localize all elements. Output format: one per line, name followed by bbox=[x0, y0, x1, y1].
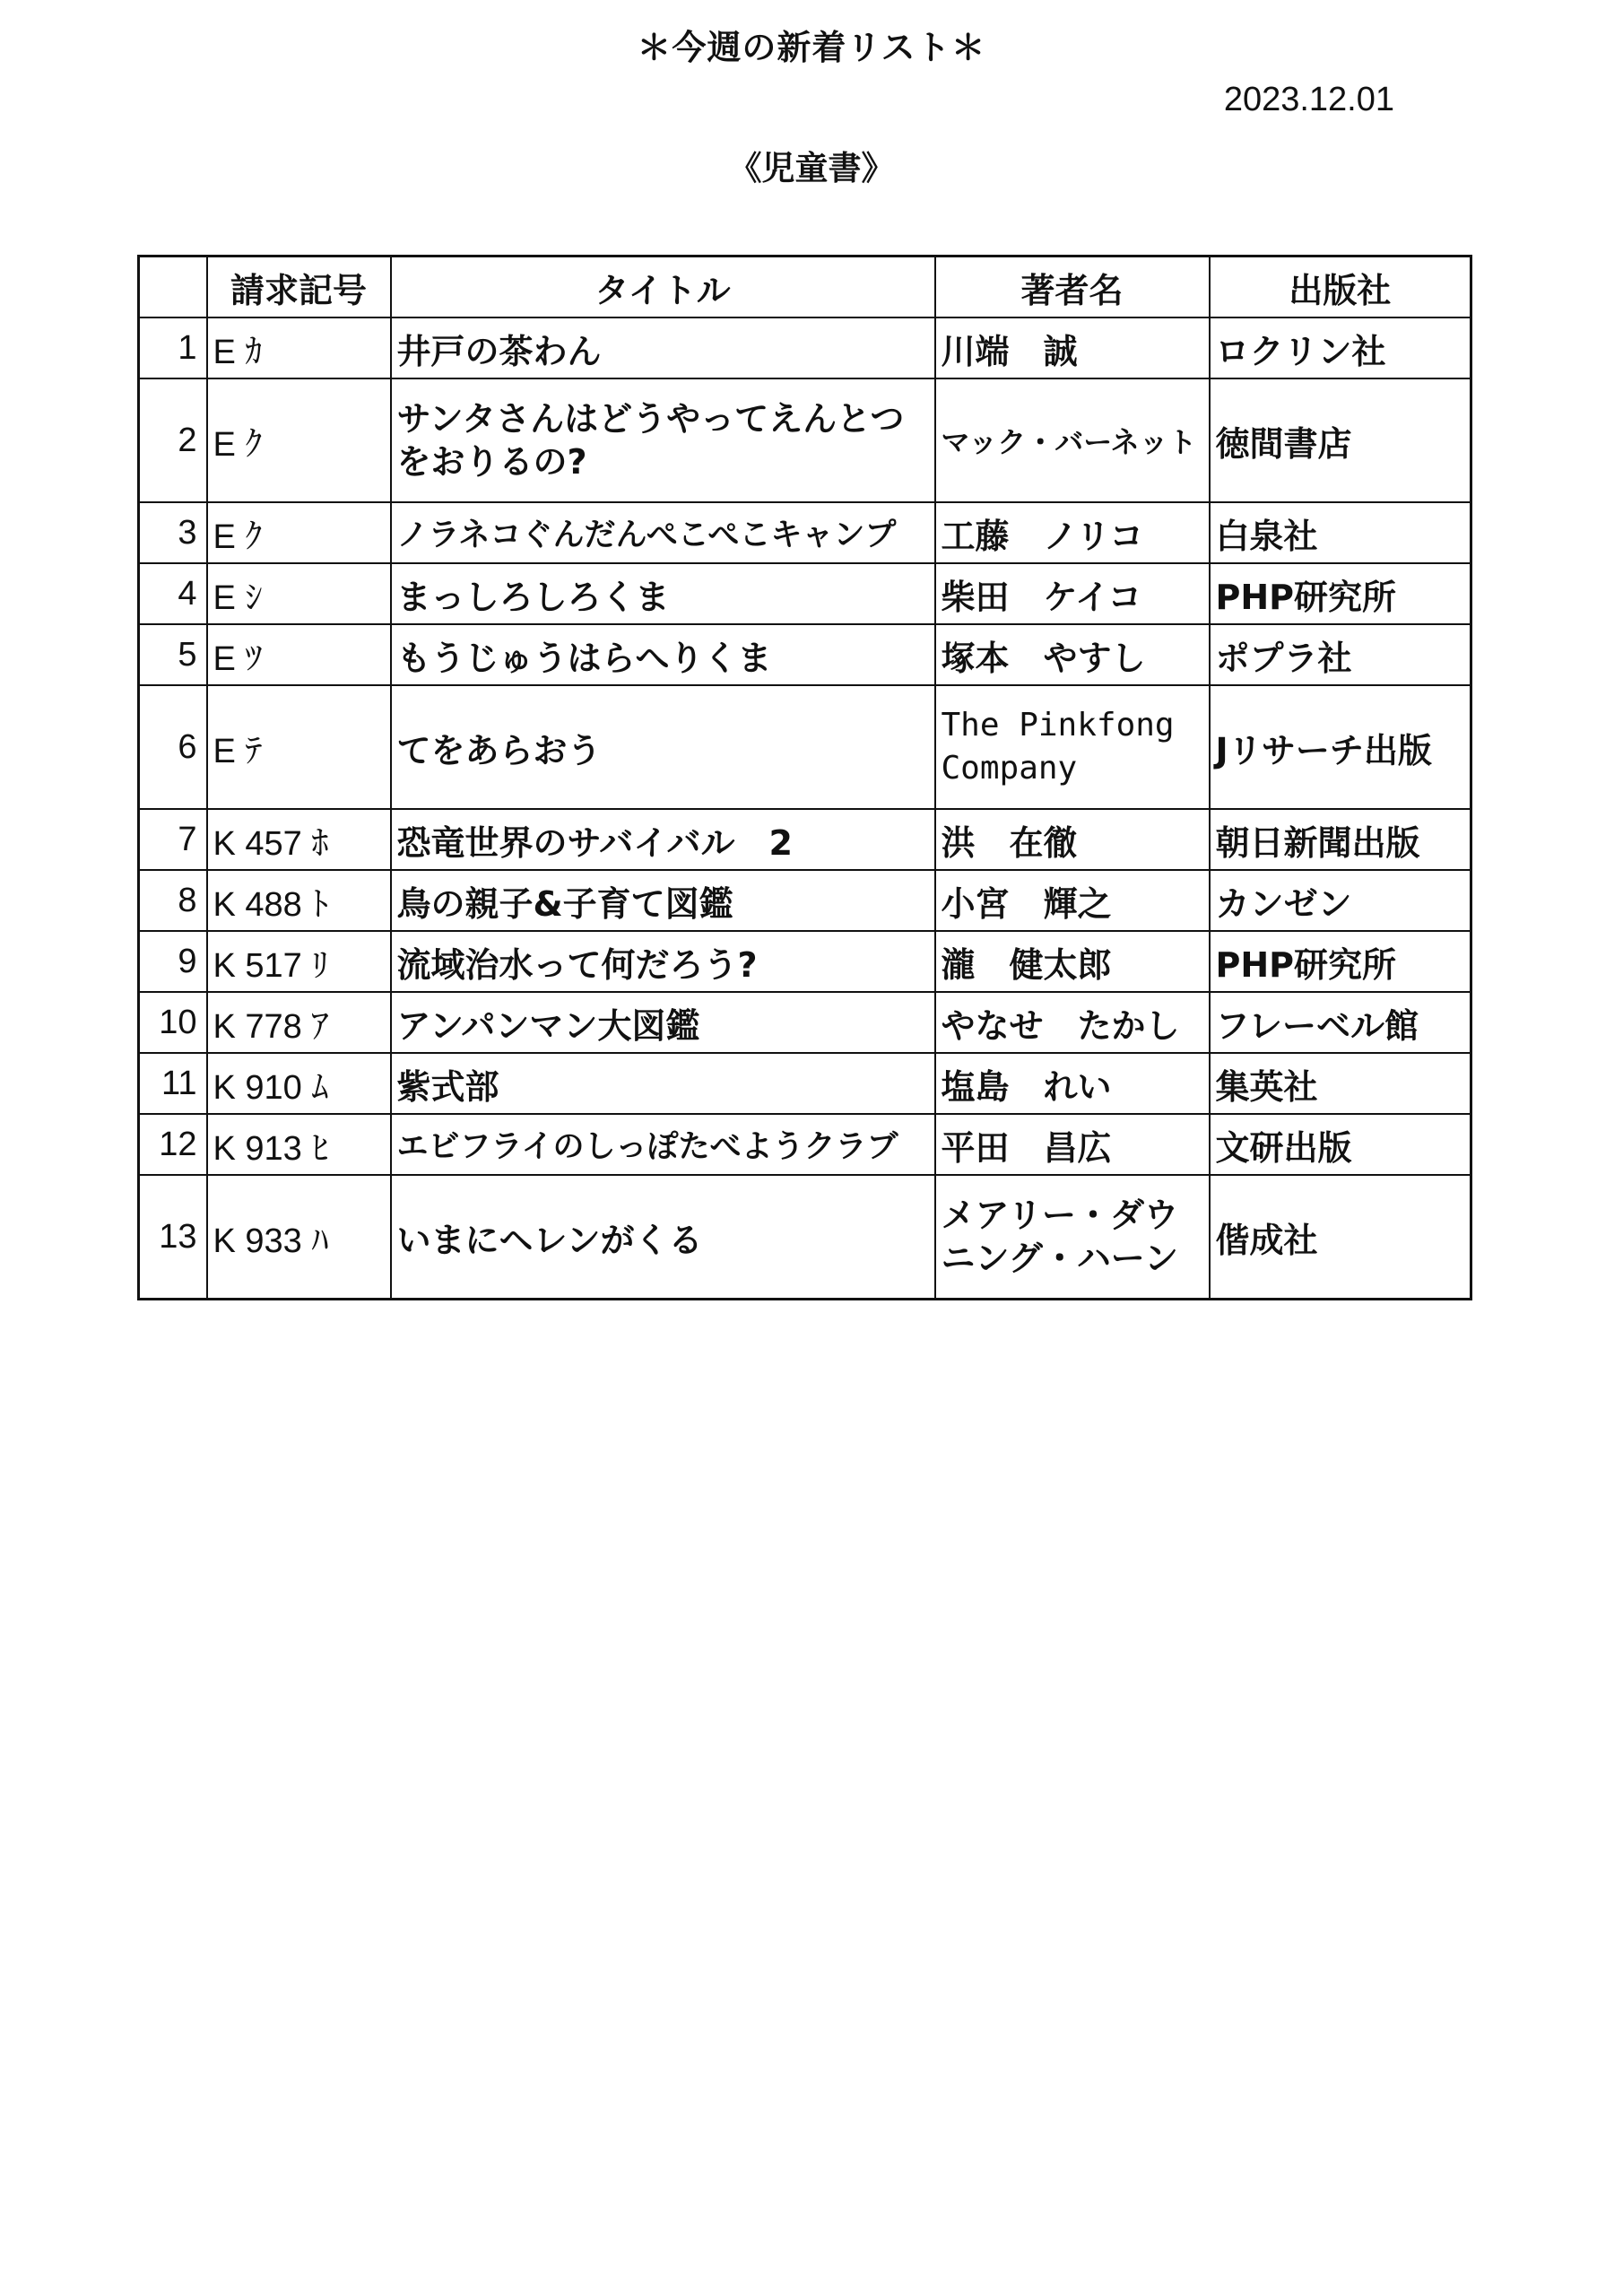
book-title: てをあらおう bbox=[391, 685, 935, 809]
row-number: 6 bbox=[139, 685, 207, 809]
book-author: 平田 昌広 bbox=[935, 1114, 1210, 1175]
book-author: マック・バーネット bbox=[935, 378, 1210, 502]
table-row bbox=[139, 1175, 1471, 1300]
table-row bbox=[139, 1053, 1471, 1114]
book-title: サンタさんはどうやってえんとつをおりるの? bbox=[391, 378, 935, 502]
row-number: 13 bbox=[139, 1175, 207, 1300]
table-row bbox=[139, 378, 1471, 502]
column-header-publisher: 出版社 bbox=[1210, 257, 1471, 318]
book-author: 洪 在徹 bbox=[935, 809, 1210, 870]
column-header-author: 著者名 bbox=[935, 257, 1210, 318]
table-row bbox=[139, 685, 1471, 809]
table-header-row bbox=[139, 257, 1471, 318]
table-row bbox=[139, 624, 1471, 685]
row-number: 2 bbox=[139, 378, 207, 502]
call-number: E ｶ bbox=[207, 317, 391, 378]
book-publisher: 集英社 bbox=[1210, 1053, 1471, 1114]
book-title: アンパンマン大図鑑 bbox=[391, 992, 935, 1053]
book-publisher: ポプラ社 bbox=[1210, 624, 1471, 685]
book-title: いまにヘレンがくる bbox=[391, 1175, 935, 1300]
table-row bbox=[139, 502, 1471, 563]
book-publisher: フレーベル館 bbox=[1210, 992, 1471, 1053]
row-number: 4 bbox=[139, 563, 207, 624]
book-author: 塩島 れい bbox=[935, 1053, 1210, 1114]
book-author: 川端 誠 bbox=[935, 317, 1210, 378]
call-number: K 913 ﾋ bbox=[207, 1114, 391, 1175]
table-row bbox=[139, 809, 1471, 870]
book-publisher: カンゼン bbox=[1210, 870, 1471, 931]
call-number: E ﾂ bbox=[207, 624, 391, 685]
call-number: K 457 ﾎ bbox=[207, 809, 391, 870]
book-author: 小宮 輝之 bbox=[935, 870, 1210, 931]
book-publisher: 文研出版 bbox=[1210, 1114, 1471, 1175]
book-author: 工藤 ノリコ bbox=[935, 502, 1210, 563]
call-number: K 910 ﾑ bbox=[207, 1053, 391, 1114]
book-author: The Pinkfong Company bbox=[935, 685, 1210, 809]
book-title: エビフライのしっぽたべようクラブ bbox=[391, 1114, 935, 1175]
row-number: 5 bbox=[139, 624, 207, 685]
list-date: 2023.12.01 bbox=[1223, 81, 1394, 118]
row-number: 9 bbox=[139, 931, 207, 992]
book-publisher: 偕成社 bbox=[1210, 1175, 1471, 1300]
call-number: E ｸ bbox=[207, 378, 391, 502]
row-number: 3 bbox=[139, 502, 207, 563]
book-title: ノラネコぐんだんぺこぺこキャンプ bbox=[391, 502, 935, 563]
book-publisher: 徳間書店 bbox=[1210, 378, 1471, 502]
book-author: メアリー・ダウニング・ハーン bbox=[935, 1175, 1210, 1300]
column-header-number bbox=[139, 257, 207, 318]
call-number: E ｸ bbox=[207, 502, 391, 563]
book-title: 流域治水って何だろう? bbox=[391, 931, 935, 992]
book-author: 塚本 やすし bbox=[935, 624, 1210, 685]
book-author: 柴田 ケイコ bbox=[935, 563, 1210, 624]
call-number: K 517 ﾘ bbox=[207, 931, 391, 992]
call-number: K 933 ﾊ bbox=[207, 1175, 391, 1300]
column-header-title: タイトル bbox=[391, 257, 935, 318]
new-books-table bbox=[137, 255, 1472, 1300]
row-number: 1 bbox=[139, 317, 207, 378]
row-number: 10 bbox=[139, 992, 207, 1053]
call-number: K 488 ﾄ bbox=[207, 870, 391, 931]
book-title: 紫式部 bbox=[391, 1053, 935, 1114]
book-title: まっしろしろくま bbox=[391, 563, 935, 624]
book-author: やなせ たかし bbox=[935, 992, 1210, 1053]
book-title: 井戸の茶わん bbox=[391, 317, 935, 378]
book-title: 恐竜世界のサバイバル 2 bbox=[391, 809, 935, 870]
call-number: E ﾃ bbox=[207, 685, 391, 809]
book-author: 瀧 健太郎 bbox=[935, 931, 1210, 992]
table-row bbox=[139, 870, 1471, 931]
book-publisher: ロクリン社 bbox=[1210, 317, 1471, 378]
table-row bbox=[139, 563, 1471, 624]
book-publisher: 朝日新聞出版 bbox=[1210, 809, 1471, 870]
call-number: E ｼ bbox=[207, 563, 391, 624]
table-row bbox=[139, 992, 1471, 1053]
row-number: 12 bbox=[139, 1114, 207, 1175]
section-heading: 《児童書》 bbox=[728, 149, 895, 187]
book-publisher: PHP研究所 bbox=[1210, 563, 1471, 624]
book-title: もうじゅうはらへりくま bbox=[391, 624, 935, 685]
table-row bbox=[139, 1114, 1471, 1175]
book-title: 鳥の親子&子育て図鑑 bbox=[391, 870, 935, 931]
table-row bbox=[139, 317, 1471, 378]
page-title: ＊今週の新着リスト＊ bbox=[637, 28, 986, 67]
call-number: K 778 ｱ bbox=[207, 992, 391, 1053]
book-publisher: 白泉社 bbox=[1210, 502, 1471, 563]
column-header-call-number: 請求記号 bbox=[207, 257, 391, 318]
row-number: 7 bbox=[139, 809, 207, 870]
table-row bbox=[139, 931, 1471, 992]
book-publisher: PHP研究所 bbox=[1210, 931, 1471, 992]
row-number: 8 bbox=[139, 870, 207, 931]
book-publisher: Jリサーチ出版 bbox=[1210, 685, 1471, 809]
row-number: 11 bbox=[139, 1053, 207, 1114]
